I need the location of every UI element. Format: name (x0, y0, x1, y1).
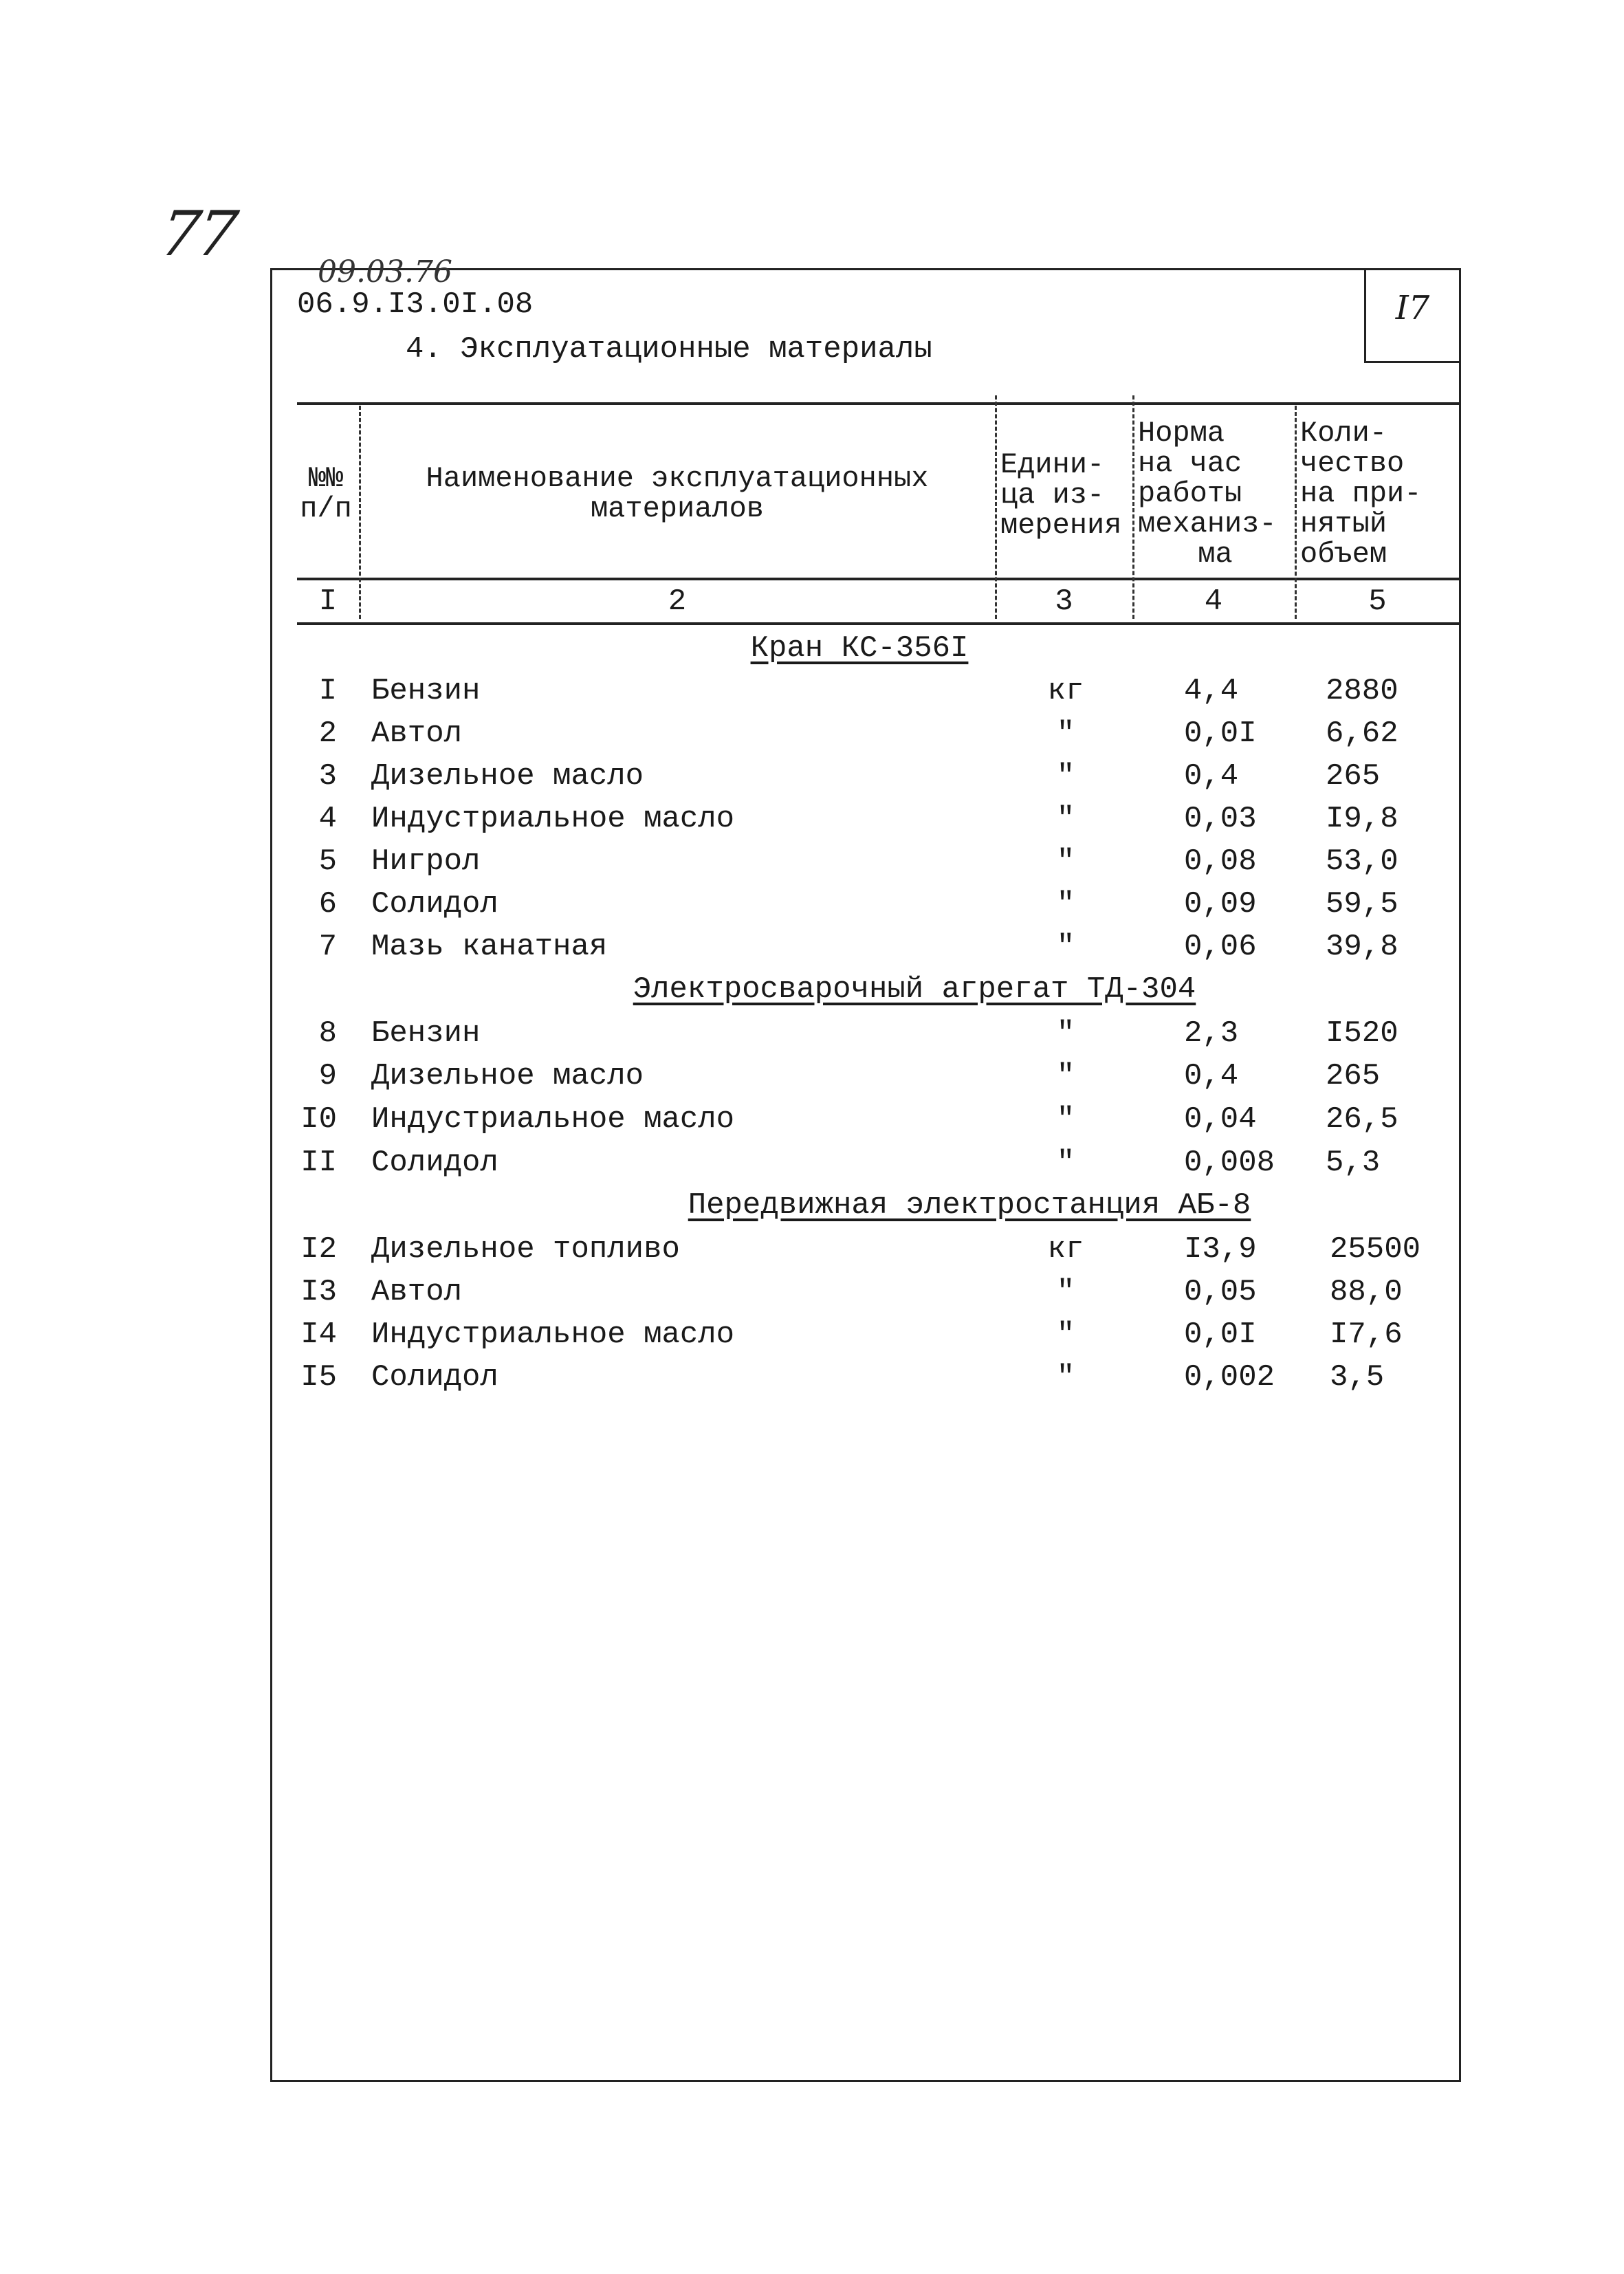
column-number: 4 (1204, 584, 1223, 619)
row-qty: I520 (1326, 1016, 1398, 1051)
row-unit: " (1056, 1275, 1075, 1309)
header-unit (1000, 450, 1131, 540)
row-qty: 88,0 (1330, 1275, 1403, 1309)
row-qty: 2880 (1326, 674, 1398, 708)
row-number: I3 (300, 1275, 337, 1309)
row-norm: 0,4 (1184, 759, 1239, 794)
header-qty-line: объем (1300, 538, 1387, 571)
row-unit: " (1056, 1059, 1075, 1093)
row-norm: 2,3 (1184, 1016, 1239, 1051)
column-number: I (318, 584, 338, 619)
row-name: Дизельное масло (371, 759, 644, 794)
header-unit-line: Едини- (1000, 448, 1105, 481)
header-norm-line: механиз- (1138, 507, 1277, 540)
section-title: 4. Эксплуатационные материалы (406, 332, 932, 367)
row-norm: 0,08 (1184, 844, 1257, 879)
header-norm-line: ма (1198, 538, 1233, 571)
row-unit: " (1056, 1318, 1075, 1352)
row-name: Бензин (371, 674, 481, 708)
row-number: I5 (300, 1360, 337, 1395)
row-qty: 26,5 (1326, 1102, 1398, 1137)
row-name: Нигрол (371, 844, 481, 879)
row-qty: 59,5 (1326, 887, 1398, 921)
header-bottom-rule (297, 578, 1461, 580)
header-name-line: материалов (590, 492, 765, 525)
row-unit: " (1056, 802, 1075, 836)
header-no-line: п/п (300, 492, 352, 525)
row-qty: I7,6 (1330, 1318, 1403, 1352)
header-unit-line: ца из- (1000, 479, 1105, 512)
header-no (293, 463, 359, 524)
header-qty-line: нятый (1300, 507, 1387, 540)
row-number: 8 (318, 1016, 337, 1051)
column-number: 2 (668, 584, 687, 619)
row-qty: 265 (1326, 759, 1381, 794)
header-norm-line: работы (1138, 477, 1242, 510)
row-qty: 3,5 (1330, 1360, 1385, 1395)
row-unit: " (1056, 759, 1075, 794)
header-qty (1300, 418, 1458, 569)
column-number: 3 (1055, 584, 1073, 619)
row-name: Солидол (371, 887, 498, 921)
row-norm: 0,4 (1184, 1059, 1239, 1093)
row-norm: 0,06 (1184, 930, 1257, 964)
row-name: Бензин (371, 1016, 481, 1051)
row-unit: " (1056, 930, 1075, 964)
row-qty: 39,8 (1326, 930, 1398, 964)
row-name: Мазь канатная (371, 930, 608, 964)
row-unit: " (1056, 1102, 1075, 1137)
row-qty: 5,3 (1326, 1146, 1381, 1180)
row-number: 4 (318, 802, 337, 836)
row-number: 5 (318, 844, 337, 879)
row-norm: 0,03 (1184, 802, 1257, 836)
row-name: Солидол (371, 1360, 498, 1395)
column-number: 5 (1368, 584, 1387, 619)
sheet-number: I7 (1395, 289, 1430, 327)
header-name-line: Наименование эксплуатационных (426, 462, 929, 495)
header-no-line: №№ (308, 462, 344, 495)
group-title: Электросварочный агрегат ТД-304 (633, 972, 1196, 1007)
row-number: I0 (300, 1102, 337, 1137)
row-number: 6 (318, 887, 337, 921)
row-norm: 0,09 (1184, 887, 1257, 921)
column-number-rule (297, 622, 1461, 625)
row-qty: I9,8 (1326, 802, 1398, 836)
row-unit: " (1056, 717, 1075, 751)
header-qty-line: чество (1300, 447, 1405, 480)
row-number: 2 (318, 717, 337, 751)
row-number: I (318, 674, 337, 708)
handwritten-date: 09.03.76 (318, 254, 452, 289)
row-unit: " (1056, 887, 1075, 921)
row-number: I2 (300, 1232, 337, 1267)
row-qty: 6,62 (1326, 717, 1398, 751)
row-norm: 0,0I (1184, 717, 1257, 751)
header-norm-line: на час (1138, 447, 1242, 480)
row-unit: кг (1047, 674, 1084, 708)
row-norm: 0,0I (1184, 1318, 1257, 1352)
row-name: Дизельное топливо (371, 1232, 680, 1267)
row-unit: " (1056, 1146, 1075, 1180)
table-top-rule (297, 402, 1461, 405)
row-number: 3 (318, 759, 337, 794)
row-number: 9 (318, 1059, 337, 1093)
row-name: Автол (371, 717, 463, 751)
row-name: Индустриальное масло (371, 1102, 735, 1137)
row-norm: 4,4 (1184, 674, 1239, 708)
group-title: Кран КС-356I (750, 631, 969, 666)
row-number: II (300, 1146, 337, 1180)
document-code: 06.9.I3.0I.08 (297, 287, 534, 322)
row-name: Индустриальное масло (371, 1318, 735, 1352)
group-title: Передвижная электростанция АБ-8 (688, 1188, 1251, 1223)
row-name: Дизельное масло (371, 1059, 644, 1093)
header-norm-line: Норма (1138, 417, 1225, 450)
page-number: 77 (155, 198, 239, 270)
header-qty-line: Коли- (1300, 417, 1387, 450)
row-qty: 53,0 (1326, 844, 1398, 879)
header-qty-line: на при- (1300, 477, 1422, 510)
row-norm: 0,05 (1184, 1275, 1257, 1309)
row-unit: " (1056, 844, 1075, 879)
header-name (364, 463, 990, 524)
row-name: Автол (371, 1275, 463, 1309)
row-unit: " (1056, 1360, 1075, 1395)
row-qty: 25500 (1330, 1232, 1421, 1267)
row-norm: I3,9 (1184, 1232, 1257, 1267)
row-number: I4 (300, 1318, 337, 1352)
row-norm: 0,04 (1184, 1102, 1257, 1137)
row-norm: 0,008 (1184, 1146, 1275, 1180)
row-qty: 265 (1326, 1059, 1381, 1093)
row-number: 7 (318, 930, 337, 964)
row-norm: 0,002 (1184, 1360, 1275, 1395)
row-name: Солидол (371, 1146, 498, 1180)
row-unit: " (1056, 1016, 1075, 1051)
header-unit-line: мерения (1000, 509, 1122, 542)
row-unit: кг (1047, 1232, 1084, 1267)
header-norm (1138, 418, 1293, 569)
row-name: Индустриальное масло (371, 802, 735, 836)
